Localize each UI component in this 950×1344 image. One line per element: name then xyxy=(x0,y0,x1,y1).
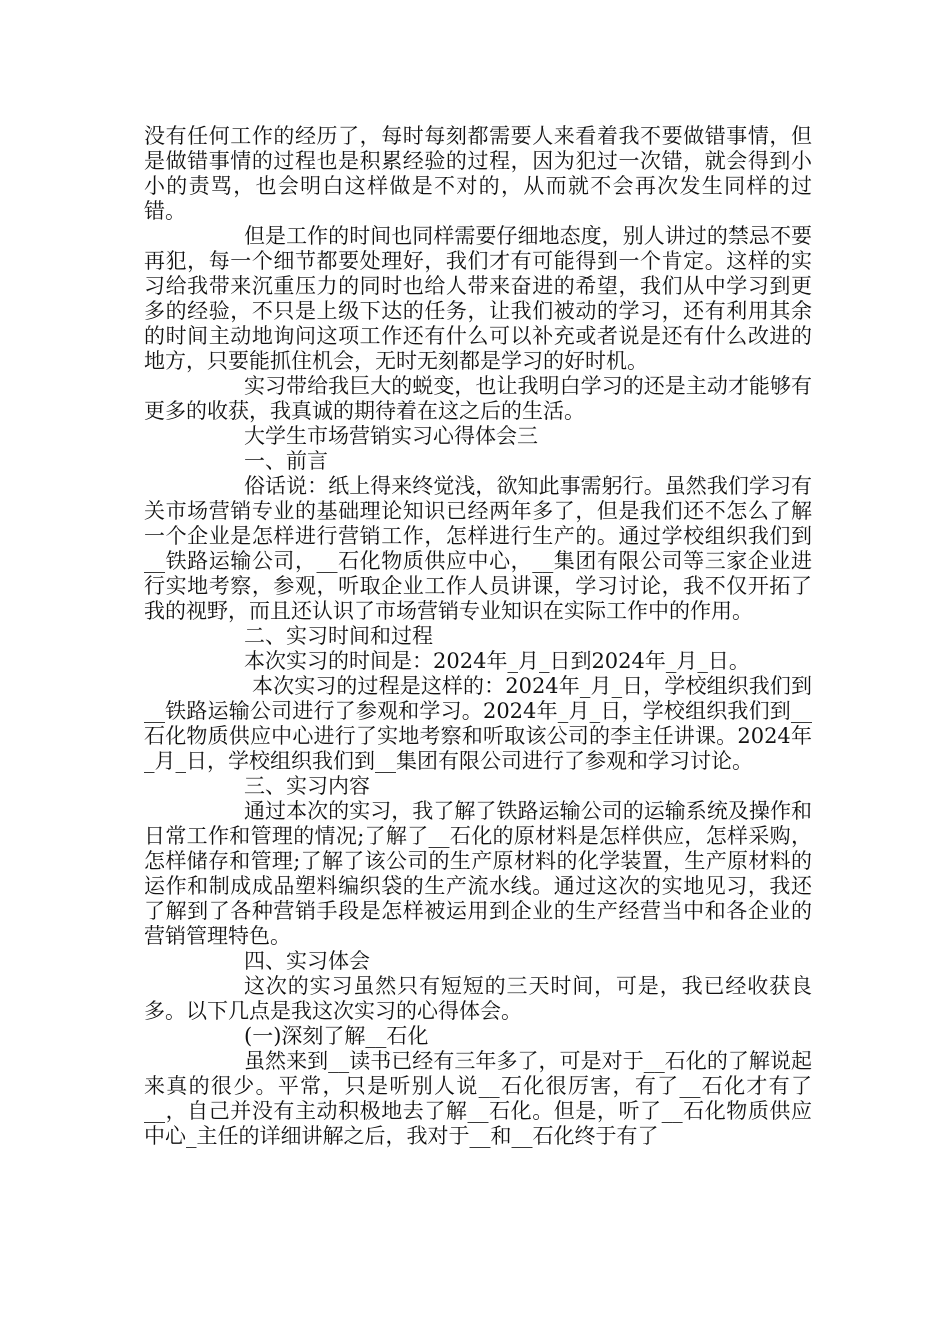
section-title: 大学生市场营销实习心得体会三 xyxy=(244,424,538,448)
body-paragraph: 但是工作的时间也同样需要仔细地态度，别人讲过的禁忌不要再犯，每一个细节都要处理好，我们才有可能得到一个肯定。这样的实习给我带来沉重压力的同时也给人带来奋进的希望，我们从中学习到更多的经验，不只是上级下达的任务，让我们被动的学习，还有利用其余的时间主动地询问这项工作还有什么可以补充或者说是还有什么改进的地方，只要能抓住机会，无时无刻都是学习的好时机。 xyxy=(144,224,812,373)
section-heading-preface: 一、前言 xyxy=(244,449,328,473)
subsection-heading: (一)深刻了解__石化 xyxy=(244,1024,429,1048)
internship-dates: 本次实习的时间是：2024年_月_日到2024年_月_日。 xyxy=(244,649,750,673)
section-heading-experience: 四、实习体会 xyxy=(244,949,370,973)
body-paragraph: 虽然来到__读书已经有三年多了，可是对于__石化的了解说起来真的很少。平常，只是听别人说__石化很厉害，有了__石化才有了__，自己并没有主动积极地去了解__石化。但是，听了__石化物质供应中心_主任的详细讲解之后，我对于__和__石化终于有了 xyxy=(144,1049,812,1148)
document-page xyxy=(144,124,812,1149)
body-paragraph: 实习带给我巨大的蜕变，也让我明白学习的还是主动才能够有更多的收获，我真诚的期待着在这之后的生活。 xyxy=(144,374,812,423)
body-paragraph: 这次的实习虽然只有短短的三天时间，可是，我已经收获良多。以下几点是我这次实习的心得体会。 xyxy=(144,974,812,1023)
body-paragraph: 没有任何工作的经历了，每时每刻都需要人来看着我不要做错事情，但是做错事情的过程也是积累经验的过程，因为犯过一次错，就会得到小小的责骂，也会明白这样做是不对的，从而就不会再次发生同样的过错。 xyxy=(144,124,812,223)
body-paragraph: 本次实习的过程是这样的：2024年_月_日，学校组织我们到__铁路运输公司进行了参观和学习。2024年_月_日，学校组织我们到__石化物质供应中心进行了实地考察和听取该公司的李主任讲课。2024年_月_日，学校组织我们到__集团有限公司进行了参观和学习讨论。 xyxy=(144,674,812,773)
body-paragraph: 通过本次的实习，我了解了铁路运输公司的运输系统及操作和日常工作和管理的情况;了解了__石化的原材料是怎样供应，怎样采购，怎样储存和管理;了解了该公司的生产原材料的化学装置，生产原材料的运作和制成成品塑料编织袋的生产流水线。通过这次的实地见习，我还了解到了各种营销手段是怎样被运用到企业的生产经营当中和各企业的营销管理特色。 xyxy=(144,799,812,948)
section-heading-time-process: 二、实习时间和过程 xyxy=(244,624,433,648)
body-paragraph: 俗话说：纸上得来终觉浅，欲知此事需躬行。虽然我们学习有关市场营销专业的基础理论知识已经两年多了，但是我们还不怎么了解一个企业是怎样进行营销工作，怎样进行生产的。通过学校组织我们到__铁路运输公司，__石化物质供应中心，__集团有限公司等三家企业进行实地考察，参观，听取企业工作人员讲课，学习讨论，我不仅开拓了我的视野，而且还认识了市场营销专业知识在实际工作中的作用。 xyxy=(144,474,812,623)
section-heading-content: 三、实习内容 xyxy=(244,774,370,798)
